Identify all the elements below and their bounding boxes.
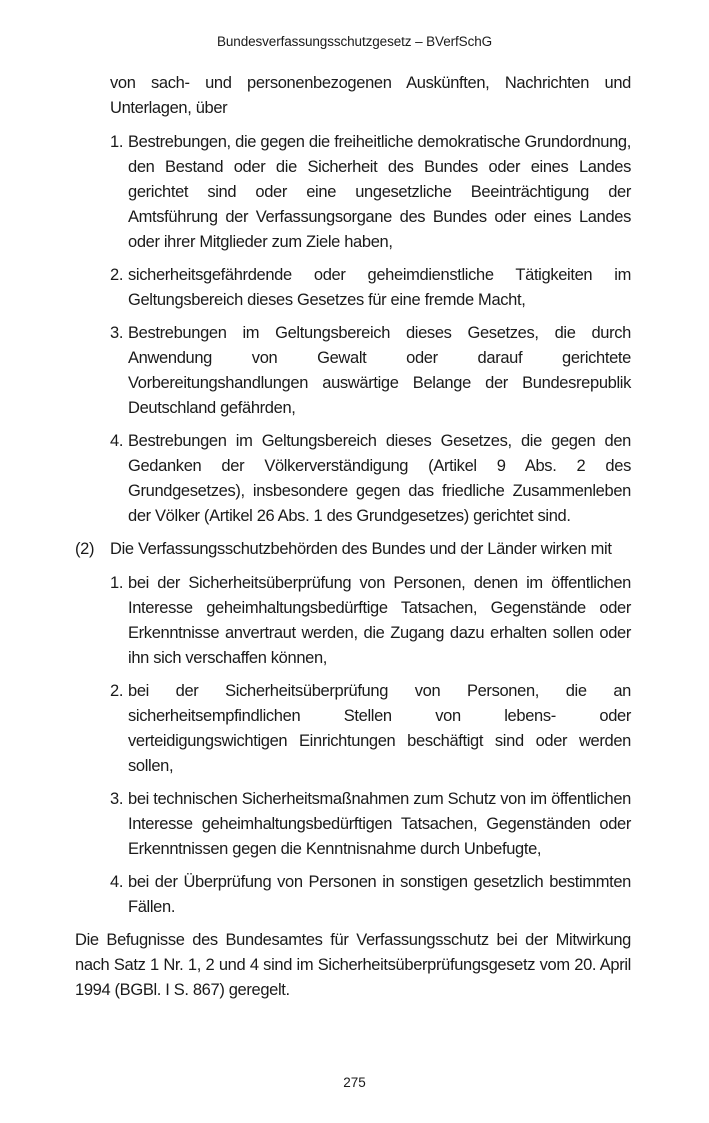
item-number: 4. [110, 873, 124, 891]
closing-paragraph: Die Befugnisse des Bundesamtes für Verfassungsschutz bei der Mitwirkung nach Satz 1 Nr. 1, 2 und 4 sind im Sicherheitsüberprüfungsgesetz vom 20. April 1994 (BGBl. I S. 867) geregelt. [75, 931, 631, 999]
paragraph-number: (2) [75, 540, 95, 558]
item-text: bei der Überprüfung von Personen in sonstigen gesetzlich bestimmten Fällen. [128, 873, 631, 916]
item-number: 2. [110, 266, 124, 284]
list-paragraph-2 [75, 571, 631, 920]
list-item [75, 571, 631, 671]
item-number: 3. [110, 790, 124, 808]
item-text: Bestrebungen, die gegen die freiheitliche demokratische Grundordnung, den Bestand oder die Sicherheit des Bundes oder eines Landes gerichtet sind oder eine ungesetzliche Beeinträchtigung der Amtsführung der Verfassungsorgane des Bundes oder eines Landes oder ihrer Mitglieder zum Ziele haben, [128, 133, 631, 251]
page-body [75, 71, 631, 1003]
item-text: bei der Sicherheitsüberprüfung von Personen, denen im öffentlichen Interesse geheimhaltungsbedürftige Tatsachen, Gegenstände oder Erkenntnisse anvertraut werden, die Zugang dazu erhalten sollen oder ihn sich verschaffen können, [128, 574, 631, 667]
list-item [75, 787, 631, 862]
item-number: 2. [110, 682, 124, 700]
item-text: bei technischen Sicherheitsmaßnahmen zum Schutz von im öffentlichen Interesse geheimhaltungsbedürftigen Tatsachen, Gegenständen oder Erkenntnissen gegen die Kenntnisnahme durch Unbefugte, [128, 790, 631, 858]
item-text: Bestrebungen im Geltungsbereich dieses Gesetzes, die durch Anwendung von Gewalt oder darauf gerichtete Vorbereitungshandlungen auswärtige Belange der Bundesrepublik Deutschland gefährden, [128, 324, 631, 417]
list-item [75, 130, 631, 255]
item-number: 4. [110, 432, 124, 450]
list-item [75, 870, 631, 920]
item-text: sicherheitsgefährdende oder geheimdienstliche Tätigkeiten im Geltungsbereich dieses Gesetzes für eine fremde Macht, [128, 266, 631, 309]
item-number: 1. [110, 133, 124, 151]
item-text: bei der Sicherheitsüberprüfung von Personen, die an sicherheitsempfindlichen Stellen von lebens- oder verteidigungswichtigen Einrichtungen beschäftigt sind oder werden sollen, [128, 682, 631, 775]
item-number: 1. [110, 574, 124, 592]
list-paragraph-1 [75, 130, 631, 529]
list-item [75, 679, 631, 779]
list-item [75, 263, 631, 313]
item-text: Bestrebungen im Geltungsbereich dieses Gesetzes, die gegen den Gedanken der Völkerverständigung (Artikel 9 Abs. 2 des Grundgesetzes), insbesondere gegen das friedliche Zusammenleben der Völker (Artikel 26 Abs. 1 des Grundgesetzes) gerichtet sind. [128, 432, 631, 525]
item-number: 3. [110, 324, 124, 342]
page-number: 275 [343, 1075, 366, 1090]
running-header: Bundesverfassungsschutzgesetz – BVerfSchG [216, 34, 493, 49]
intro-paragraph: von sach- und personenbezogenen Auskünften, Nachrichten und Unterlagen, über [110, 74, 631, 117]
paragraph-2 [75, 537, 631, 562]
list-item [75, 321, 631, 421]
paragraph-2-text: Die Verfassungsschutzbehörden des Bundes und der Länder wirken mit [110, 540, 612, 558]
list-item [75, 429, 631, 529]
